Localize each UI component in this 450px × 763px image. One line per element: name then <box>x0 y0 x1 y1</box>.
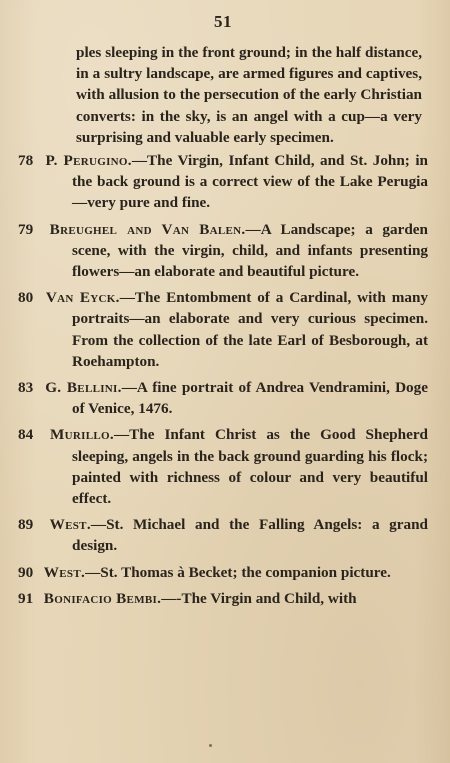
entry-artist: West. <box>43 563 86 581</box>
catalogue-entry-91 <box>18 588 428 609</box>
catalogue-entry-79 <box>18 219 428 283</box>
catalogue-entry-89 <box>18 514 428 556</box>
entry-description: —-The Virgin and Child, with <box>161 589 357 607</box>
printer-mark <box>209 744 212 747</box>
entry-artist: Breughel and Van Balen. <box>49 220 246 238</box>
entry-artist: Van Eyck. <box>45 289 120 307</box>
continuation-paragraph: ples sleeping in the front ground; in the half distance, in a sultry landscape, are armed figures and captives, with allusion to the persecution of the early Christian converts: in the sky, is an angel with a cup—a very surprising and valuable early specimen. <box>76 44 422 146</box>
entry-artist: West. <box>49 516 91 534</box>
entry-number: 90 <box>18 563 34 581</box>
entry-number: 84 <box>18 426 34 444</box>
entry-description: —The Infant Christ as the Good Shepherd sleeping, angels in the back ground guarding his flock; painted with richness of colour and very beautiful effect. <box>72 426 429 508</box>
catalogue-entry-84 <box>18 424 428 509</box>
page-number: 51 <box>214 12 232 31</box>
entry-number: 79 <box>18 220 34 238</box>
entry-number: 91 <box>18 589 34 607</box>
entry-artist: Murillo. <box>50 426 114 444</box>
entry-description: —The Virgin, Infant Child, and St. John; in the back ground is a correct view of the Lake Perugia—very pure and fine. <box>72 152 428 212</box>
catalogue-entry-80 <box>18 287 428 372</box>
entry-number: 78 <box>18 152 34 170</box>
entry-artist: G. Bellini. <box>45 379 122 397</box>
entry-number: 83 <box>18 379 34 397</box>
entry-description: —The Entombment of a Cardinal, with many portraits—an elaborate and very curious specimen. From the collection of the late Earl of Besborough, at Roehampton. <box>72 289 428 370</box>
catalogue-entry-83 <box>18 377 428 419</box>
entry-number: 89 <box>18 516 34 534</box>
entry-number: 80 <box>18 289 34 307</box>
catalogue-entry-90 <box>18 562 428 583</box>
entry-description: —St. Michael and the Falling Angels: a grand design. <box>72 516 428 555</box>
entry-description: —St. Thomas à Becket; the companion picture. <box>85 563 391 581</box>
entry-artist: Bonifacio Bembi. <box>43 589 162 607</box>
entry-description: —A Landscape; a garden scene, with the virgin, child, and infants presenting flowers—an elaborate and beautiful picture. <box>72 220 428 281</box>
catalogue-entry-78 <box>18 150 428 214</box>
entry-artist: P. Perugino. <box>45 152 132 170</box>
entry-description: —A fine portrait of Andrea Vendramini, Doge of Venice, 1476. <box>72 379 428 418</box>
